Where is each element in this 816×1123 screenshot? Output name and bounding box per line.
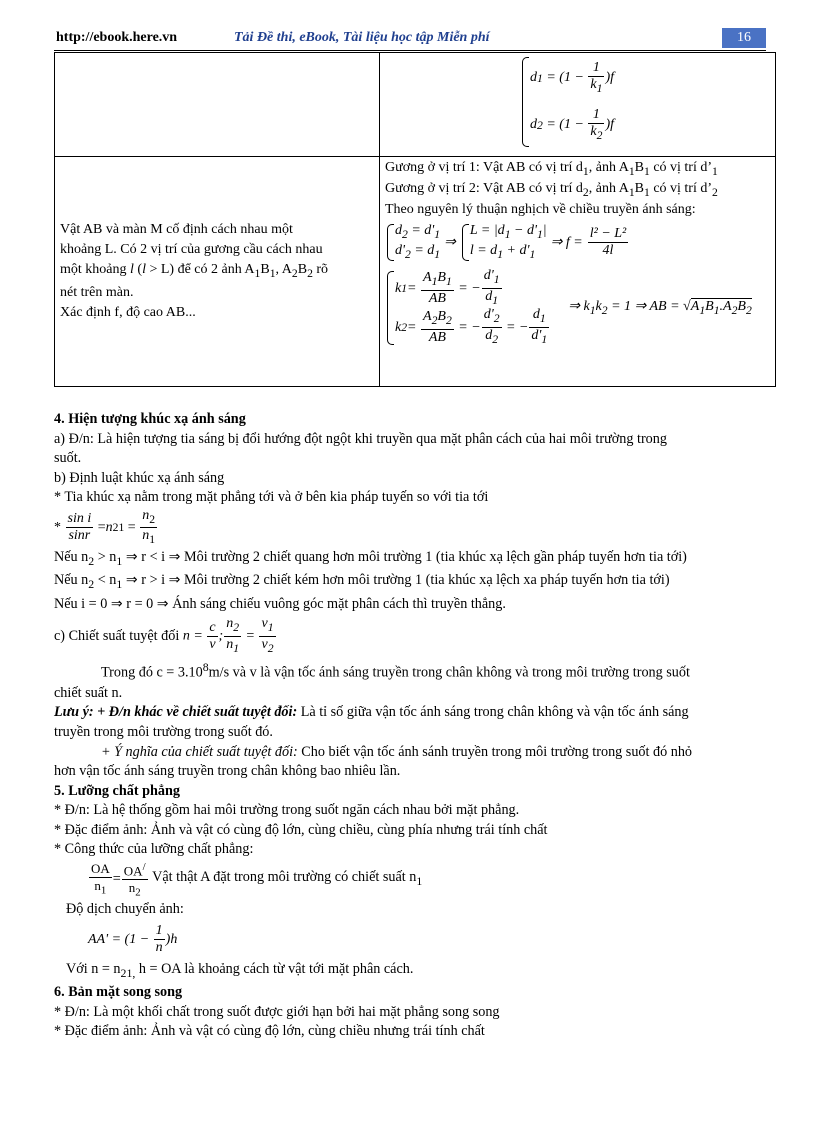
paragraph: Nếu $n_2 > n_1$ ⇒ r < i ⇒ Môi trường 2 chiết quang hơn môi trường 1 (tia khúc xạ lệch gần pháp tuyến hơn tia tới) (54, 548, 687, 568)
main-content (54, 410, 776, 1042)
paragraph: suốt. (54, 450, 82, 467)
problem-line: Xác định f, độ cao AB... (60, 305, 196, 321)
solution-line: Theo nguyên lý thuận nghịch về chiều truyền ánh sáng: (385, 201, 696, 217)
section-heading: 5. Lưỡng chất phẳng (54, 782, 180, 799)
problem-line: khoảng L. Có 2 vị trí của gương cầu cách nhau (60, 241, 323, 257)
paragraph: hơn vận tốc ánh sáng truyền trong chân không bao nhiêu lần. (54, 763, 401, 780)
note-paragraph (54, 703, 776, 723)
paragraph: a) Đ/n: Là hiện tượng tia sáng bị đổi hướng đột ngột khi truyền qua mặt phân cách của hai môi trường trong (54, 430, 667, 447)
paragraph: * Tia khúc xạ nằm trong mặt phẳng tới và ở bên kia pháp tuyến so với tia tới (54, 489, 489, 506)
note-label: + Ý nghĩa của chiết suất tuyệt đối: (101, 743, 298, 760)
paragraph: * Đặc điểm ảnh: Ảnh và vật có cùng độ lớn, cùng chiều nhưng trái tính chất (54, 1023, 485, 1040)
table-row (55, 157, 776, 387)
paragraph: Nếu i = 0 ⇒ r = 0 ⇒ Ánh sáng chiếu vuông góc mặt phân cách thì truyền thẳng. (54, 595, 506, 612)
paragraph: * Đ/n: Là một khối chất trong suốt được giới hạn bởi hai mặt phẳng song song (54, 1003, 500, 1020)
table-cell (55, 53, 380, 157)
paragraph: b) Định luật khúc xạ ánh sáng (54, 469, 225, 486)
paragraph: Với $n = n_{21,}$ h = OA là khoảng cách từ vật tới mặt phân cách. (66, 960, 414, 980)
table-cell (55, 157, 380, 387)
problem-line: một khoảng l (l > L) để có 2 ảnh $A_1B_1$, $A_2B_2$ rõ (60, 261, 329, 280)
note-label: Lưu ý: + Đ/n khác về chiết suất tuyệt đối: (54, 704, 298, 721)
table-cell (380, 157, 776, 387)
page-header (54, 26, 766, 50)
section-heading: 6. Bản mặt song song (54, 984, 183, 1001)
paragraph: truyền trong môi trường trong suốt đó. (54, 723, 273, 740)
table-row (55, 53, 776, 157)
header-title: Tải Đề thi, eBook, Tài liệu học tập Miễn phí (234, 30, 490, 45)
solution-formula-2: k 1 = $\frac{A_1B_1}{AB}$ = − $\frac{d'_1}{d_1}$ k 2 = $\frac{A_2B_2}{AB}$ = − $\frac{d'_2}{d_2}$ = − $\frac{d_1}{d'_1}$ ⇒ $k_1k_2 = 1$ ⇒ AB = $√A_1B_1.A_2B_2$ (385, 269, 770, 347)
table-cell (380, 53, 776, 157)
focal-formula: d 1 = (1 − $\frac{1}{k_1}$ )f d 2 = (1 − $\frac{1}{k_2}$ )f (520, 55, 614, 149)
interface-formula: $\frac{OA}{n_1}$ = $\frac{OA^/}{n_2}$ Vật thật A đặt trong môi trường có chiết suất $n_1$ (91, 861, 423, 900)
solution-line: Gương ở vị trí 2: Vật AB có vị trí $d_2$, ảnh $A_1B_1$ có vị trí $d’_2$ (385, 180, 718, 199)
displacement-formula: AA' = (1 − $\frac{1}{n}$ )h (88, 923, 178, 956)
absolute-index-line: c) Chiết suất tuyệt đối n = $\frac{c}{v}$ ; $\frac{n_2}{n_1}$ = $\frac{v_1}{v_2}$ (54, 616, 274, 655)
problem-line: Vật AB và màn M cố định cách nhau một (60, 221, 293, 237)
paragraph: * Đặc điểm ảnh: Ảnh và vật có cùng độ lớn, cùng chiều, cùng phía nhưng trái tính chất (54, 821, 548, 838)
header-url[interactable]: http://ebook.here.vn (56, 30, 178, 45)
problem-line: nét trên màn. (60, 285, 134, 301)
formula-table (54, 52, 776, 387)
note-paragraph (54, 743, 776, 763)
paragraph: chiết suất n. (54, 684, 123, 701)
paragraph: Nếu $n_2 < n_1$ ⇒ r > i ⇒ Môi trường 2 chiết kém hơn môi trường 1 (tia khúc xạ lệch xa pháp tuyến hơn tia tới) (54, 572, 670, 592)
note-text: Là tỉ số giữa vận tốc ánh sáng trong chân không và vận tốc ánh sáng (300, 704, 689, 721)
header-divider (54, 50, 766, 51)
paragraph: c) Chiết suất tuyệt đối (54, 627, 180, 644)
paragraph: Vật thật A đặt trong môi trường có chiết suất $n_1$ (152, 869, 423, 889)
solution-formula-1: $d_2 = d'_1$ $d'_2 = d_1$ ⇒ $L = |d_1 - d'_1|$ $l = d_1 + d'_1$ ⇒ f = $\frac{\text{l² − L²}}{4l}$ (385, 222, 770, 264)
page-number: 16 (722, 28, 766, 48)
paragraph: Độ dịch chuyển ảnh: (66, 901, 184, 918)
paragraph: * Đ/n: Là hệ thống gồm hai môi trường trong suốt ngăn cách nhau bởi mặt phẳng. (54, 802, 520, 819)
note-text: Cho biết vận tốc ánh sánh truyền trong môi trường trong suốt đó nhỏ (301, 743, 693, 760)
section-heading: 4. Hiện tượng khúc xạ ánh sáng (54, 411, 246, 427)
paragraph: Trong đó $c = 3.10^8m/s$ và v là vận tốc ánh sáng truyền trong chân không và trong môi trường trong suốt (101, 660, 690, 682)
paragraph: * Công thức của lưỡng chất phẳng: (54, 841, 254, 858)
solution-line: Gương ở vị trí 1: Vật AB có vị trí $d_1$, ảnh $A_1B_1$ có vị trí $d’_1$ (385, 160, 718, 178)
snell-formula: * $\frac{\text{sin i}}{\sin r}$ = n 21 = $\frac{n_2}{n_1}$ (54, 507, 156, 547)
